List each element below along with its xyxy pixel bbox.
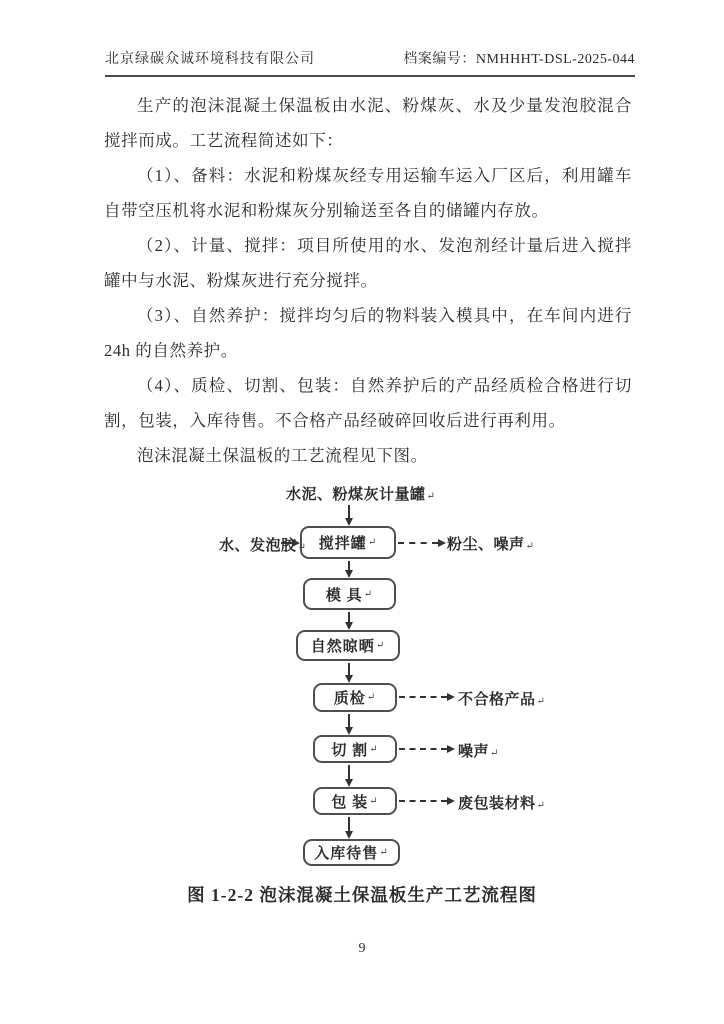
return-mark: ↵: [369, 795, 379, 807]
down-arrow: [348, 663, 350, 675]
company-name: 北京绿碳众诚环境科技有限公司: [105, 52, 315, 67]
flow-node-packing: 包 装 ↵: [313, 787, 397, 815]
down-arrow: [348, 765, 350, 779]
down-arrow: [348, 612, 350, 622]
flow-node-quality-check: 质检 ↵: [313, 683, 397, 712]
emission-dashed-arrow: [399, 696, 447, 698]
return-mark: ↵: [536, 800, 546, 811]
return-mark: ↵: [363, 588, 374, 600]
body-text: [104, 88, 632, 473]
paragraph-step4: （4）、质检、切割、包装：自然养护后的产品经质检合格进行切割，包装，入库待售。不合格产品经破碎回收后进行再利用。: [104, 376, 632, 430]
paragraph-step1: （1）、备料：水泥和粉煤灰经专用运输车运入厂区后，利用罐车自带空压机将水泥和粉煤灰分别输送至各自的储罐内存放。: [104, 166, 632, 220]
return-mark: ↵: [426, 491, 436, 502]
return-mark: ↵: [490, 748, 499, 759]
process-flowchart: [0, 481, 724, 873]
flow-node-warehouse: 入库待售 ↵: [303, 839, 400, 866]
flow-node-cutting: 切 割 ↵: [313, 735, 397, 763]
flow-node-natural-drying: 自然晾晒 ↵: [296, 630, 400, 661]
down-arrow: [348, 505, 350, 518]
paragraph-intro: 生产的泡沫混凝土保温板由水泥、粉煤灰、水及少量发泡胶混合搅拌而成。工艺流程简述如下：: [104, 96, 632, 150]
emission-label-rejects: 不合格产品↵: [458, 692, 546, 708]
figure-caption: 图 1-2-2 泡沫混凝土保温板生产工艺流程图: [187, 885, 537, 905]
paragraph-figure-ref: 泡沫混凝土保温板的工艺流程见下图。: [137, 446, 428, 465]
flow-node-mold: 模 具 ↵: [303, 578, 396, 610]
return-mark: ↵: [366, 692, 377, 703]
flow-node-mixing-tank: 搅拌罐 ↵: [300, 526, 396, 559]
emission-dashed-arrow: [399, 800, 447, 802]
flowchart-source-label: 水泥、粉煤灰计量罐↵: [286, 487, 436, 503]
emission-label-noise: 噪声↵: [458, 744, 499, 760]
return-mark: ↵: [536, 696, 546, 707]
down-arrow: [348, 817, 350, 831]
page-header: [105, 48, 635, 77]
page-number: 9: [358, 941, 366, 956]
emission-label-dust-noise: 粉尘、噪声↵: [447, 537, 535, 553]
return-mark: ↵: [525, 541, 535, 552]
emission-dashed-arrow: [399, 748, 447, 750]
down-arrow: [348, 561, 350, 570]
return-mark: ↵: [375, 640, 386, 651]
archive-number: 档案编号：NMHHHT-DSL-2025-044: [403, 52, 635, 67]
return-mark: ↵: [297, 542, 307, 553]
return-mark: ↵: [367, 537, 378, 548]
down-arrow: [348, 714, 350, 727]
return-mark: ↵: [369, 743, 379, 755]
flowchart-input-label: 水、发泡胶↵: [219, 538, 307, 554]
paragraph-step2: （2）、计量、搅拌：项目所使用的水、发泡剂经计量后进入搅拌罐中与水泥、粉煤灰进行充分搅拌。: [104, 236, 632, 290]
paragraph-step3: （3）、自然养护：搅拌均匀后的物料装入模具中，在车间内进行 24h 的自然养护。: [104, 306, 632, 360]
return-mark: ↵: [379, 847, 389, 858]
emission-label-waste-packaging: 废包装材料↵: [458, 796, 546, 812]
input-arrow: [281, 542, 292, 544]
emission-dashed-arrow: [398, 542, 438, 544]
